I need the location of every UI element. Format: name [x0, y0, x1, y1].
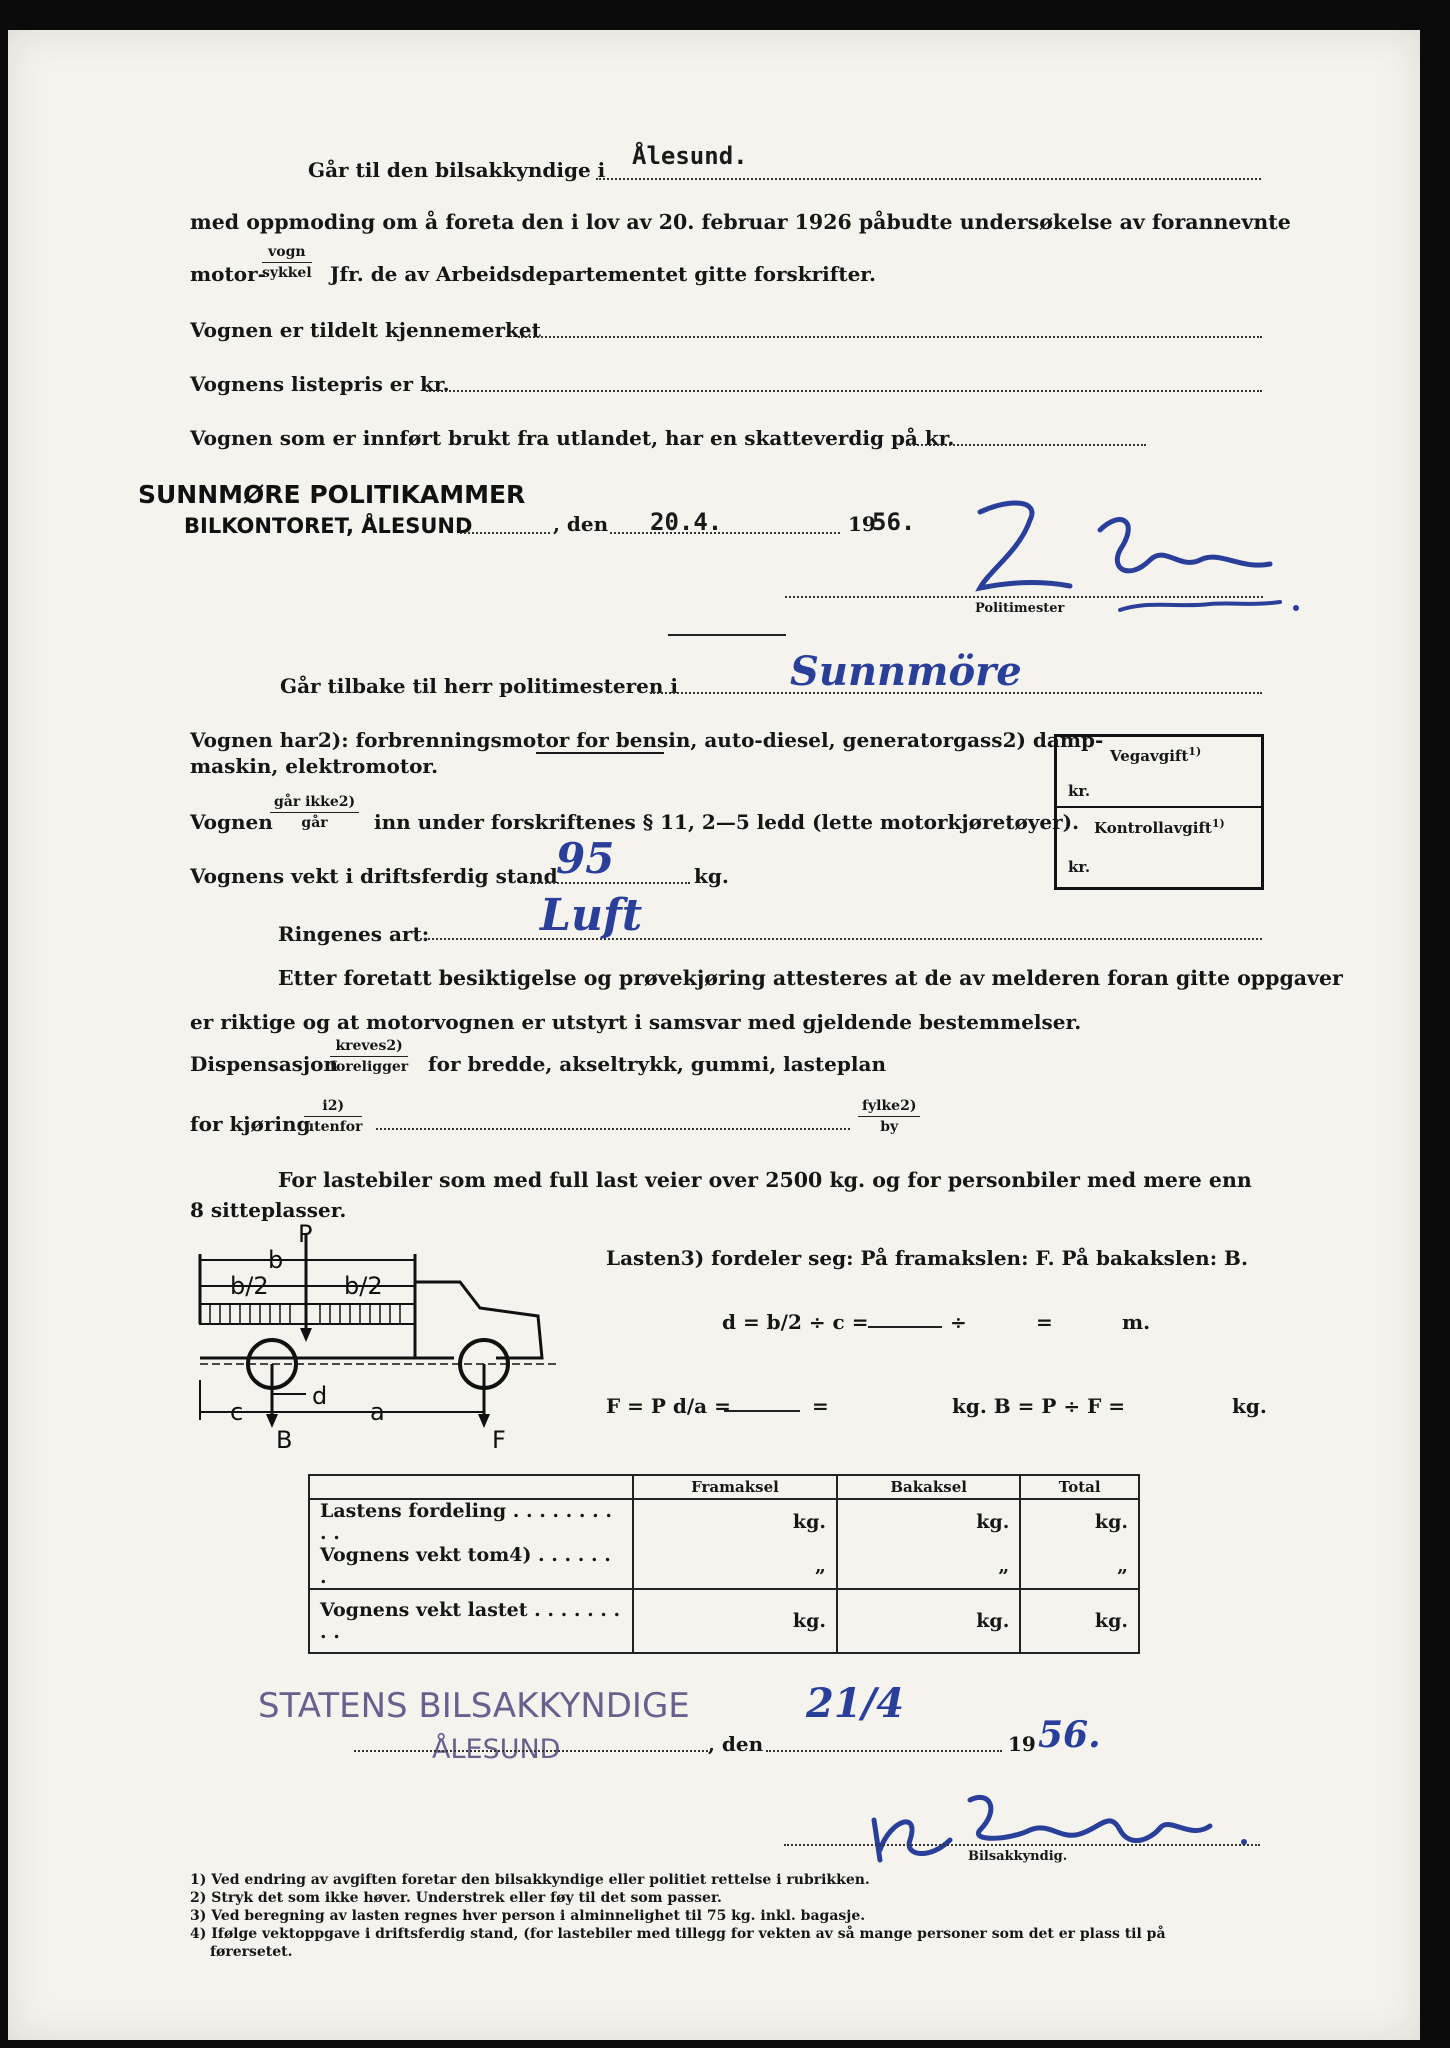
bilsakkyndig-year-prefix: 19 — [1008, 1732, 1036, 1756]
fylke-frac-bottom: by — [880, 1119, 899, 1135]
motor-fraction — [262, 244, 312, 281]
police-date: 20.4. — [650, 508, 723, 536]
cell-value: kg. — [837, 1499, 1020, 1544]
return-label: Går tilbake til herr politimesteren i — [280, 674, 678, 698]
disp-frac-top: kreves2) — [330, 1038, 408, 1057]
police-den-label: , den — [553, 512, 609, 536]
kjoring-fraction — [304, 1098, 362, 1135]
footnote — [210, 1944, 293, 1960]
cell-value: kg. — [1020, 1589, 1139, 1653]
footnote — [190, 1926, 1166, 1942]
footnote-number: 4) — [190, 1926, 207, 1942]
attest-line1: Etter foretatt besiktigelse og prøvekjøring attesteres at de av melderen foran gitte oppgaver — [278, 966, 1343, 990]
police-year-prefix: 19 — [848, 512, 876, 536]
return-value: Sunnmöre — [790, 648, 1022, 695]
cell-value: kg. — [1020, 1499, 1139, 1544]
police-year: 56. — [872, 508, 916, 536]
fee-box-divider — [1057, 806, 1261, 808]
fylke-fraction — [858, 1098, 920, 1135]
kg-unit: kg. — [1232, 1394, 1267, 1418]
motor-frac-top: vogn — [262, 244, 312, 263]
disp-frac-bottom: foreligger — [330, 1059, 409, 1075]
diagram-label-b: b — [268, 1246, 284, 1274]
gar-frac-bottom: går — [301, 815, 328, 831]
motor-line2: maskin, elektromotor. — [190, 754, 439, 778]
fylke-frac-top: fylke2) — [858, 1098, 920, 1117]
gar-fraction — [270, 794, 359, 831]
dotted-line — [784, 1844, 1260, 1846]
footnote — [190, 1908, 865, 1924]
kjennemerke-label: Vognen er tildelt kjennemerket — [190, 318, 541, 342]
disp-suffix: for bredde, akseltrykk, gummi, lasteplan — [428, 1052, 886, 1076]
bilsakkyndig-stamp-line1: STATENS BILSAKKYNDIGE — [258, 1686, 690, 1726]
footnote — [190, 1890, 722, 1906]
blank-line — [724, 1410, 800, 1412]
row-label: Lastens fordeling . . . . . . . . . . — [309, 1499, 633, 1544]
table-row — [309, 1499, 1139, 1544]
b-formula: kg. B = P ÷ F = — [952, 1394, 1125, 1418]
footnote-text: Ved beregning av lasten regnes hver person i alminnelighet til 75 kg. inkl. bagasje. — [211, 1908, 866, 1924]
vegavgift-label: Vegavgift$^{1)}$ — [1110, 745, 1202, 765]
table-header-framaksel: Framaksel — [633, 1475, 837, 1499]
police-stamp-line2: BILKONTORET, ÅLESUND — [184, 514, 473, 538]
kr-label: kr. — [1068, 782, 1091, 800]
cell-value: kg. — [633, 1499, 837, 1544]
footnote-text: førersetet. — [210, 1944, 293, 1960]
dotted-line — [906, 444, 1146, 446]
footnote-number: 3) — [190, 1908, 207, 1924]
vekt-value: 95 — [556, 834, 615, 883]
bilsakkyndig-stamp-line2: ÅLESUND — [432, 1734, 561, 1765]
line2-text: med oppmoding om å foreta den i lov av 20. februar 1926 påbudte undersøkelse av forannevnte — [190, 210, 1291, 234]
dotted-line — [785, 596, 1263, 598]
bilsakkyndig-signature — [860, 1780, 1260, 1880]
motor-line1: Vognen har2): forbrenningsmotor for bensin, auto-diesel, generatorgass2) damp- — [190, 728, 1104, 752]
bilsakkyndig-label: Bilsakkyndig. — [968, 1849, 1068, 1864]
gar-frac-top: går ikke2) — [270, 794, 359, 813]
footnote-text: Ifølge vektoppgave i driftsferdig stand, (for lastebiler med tillegg for vekten av så mange personer som det er plass til på — [211, 1926, 1166, 1942]
underline-mark — [536, 752, 664, 754]
city-value: Ålesund. — [632, 142, 748, 170]
dotted-line — [596, 178, 1261, 180]
table-row — [309, 1589, 1139, 1653]
row-label: Vognens vekt tom4) . . . . . . . — [309, 1544, 633, 1589]
diagram-label-F: F — [492, 1426, 506, 1448]
eq-sign-2: = — [812, 1394, 829, 1418]
table-header-total: Total — [1020, 1475, 1139, 1499]
vognen-label: Vognen — [190, 810, 273, 834]
dotted-line — [426, 390, 1262, 392]
cell-value: kg. — [837, 1589, 1020, 1653]
row-label: Vognens vekt lastet . . . . . . . . . — [309, 1589, 633, 1653]
diagram-label-d: d — [312, 1382, 328, 1410]
laste-line1: For lastebiler som med full last veier over 2500 kg. og for personbiler med mere enn — [278, 1168, 1252, 1192]
bilsakkyndig-den-label: , den — [708, 1732, 764, 1756]
kj-frac-bottom: utenfor — [304, 1119, 363, 1135]
ringenes-label: Ringenes art: — [278, 922, 430, 946]
disp-label: Dispensasjon — [190, 1052, 339, 1076]
politimester-label: Politimester — [975, 601, 1065, 616]
dotted-line — [354, 1750, 708, 1752]
line1-label: Går til den bilsakkyndige i — [308, 158, 606, 182]
lasten-text: Lasten3) fordeler seg: På framakslen: F. På bakakslen: B. — [606, 1246, 1248, 1270]
d-formula: d = b/2 ÷ c = — [722, 1310, 869, 1334]
vognen-suffix: inn under forskriftenes § 11, 2—5 ledd (lette motorkjøretøyer). — [374, 810, 1080, 834]
diagram-label-c: c — [230, 1398, 244, 1426]
table-row — [309, 1544, 1139, 1589]
footnote-text: Ved endring av avgiften foretar den bilsakkyndige eller politiet rettelse i rubrikken. — [211, 1872, 870, 1888]
cell-value: „ — [1020, 1544, 1139, 1589]
kjoring-label: for kjøring — [190, 1112, 311, 1136]
laste-line2: 8 sitteplasser. — [190, 1198, 347, 1222]
innfort-label: Vognen som er innført brukt fra utlandet, har en skatteverdig på kr. — [190, 426, 955, 450]
ringenes-value: Luft — [540, 890, 643, 941]
police-stamp-line1: SUNNMØRE POLITIKAMMER — [138, 480, 526, 509]
table-header-empty — [309, 1475, 633, 1499]
dotted-line — [766, 1750, 1002, 1752]
cell-value: „ — [837, 1544, 1020, 1589]
table-header-bakaksel: Bakaksel — [837, 1475, 1020, 1499]
diagram-label-a: a — [370, 1398, 385, 1426]
footnote-number: 2) — [190, 1890, 207, 1906]
dotted-line — [376, 1128, 850, 1130]
footnote — [190, 1872, 870, 1888]
vekt-unit: kg. — [694, 864, 729, 888]
kontrollavgift-label: Kontrollavgift$^{1)}$ — [1094, 817, 1225, 837]
listepris-label: Vognens listepris er kr. — [190, 372, 450, 396]
vegavgift-text: Vegavgift — [1110, 747, 1189, 765]
f-formula: F = P d/a = — [606, 1394, 731, 1418]
table-header-row — [309, 1475, 1139, 1499]
diagram-label-b2-left: b/2 — [230, 1272, 269, 1300]
footnote-text: Stryk det som ikke høver. Understrek eller føy til det som passer. — [211, 1890, 722, 1906]
diagram-label-P: P — [298, 1224, 313, 1248]
footnote-number: 1) — [190, 1872, 207, 1888]
motor-suffix: Jfr. de av Arbeidsdepartementet gitte forskrifter. — [330, 262, 876, 286]
m-unit: m. — [1122, 1310, 1151, 1334]
cell-value: kg. — [633, 1589, 837, 1653]
divider — [668, 634, 786, 636]
motor-prefix: motor- — [190, 262, 266, 286]
diagram-label-b2-right: b/2 — [344, 1272, 383, 1300]
bilsakkyndig-year: 56. — [1038, 1714, 1101, 1756]
attest-line2: er riktige og at motorvognen er utstyrt i samsvar med gjeldende bestemmelser. — [190, 1010, 1082, 1034]
dotted-line — [518, 336, 1262, 338]
dotted-line — [460, 532, 550, 534]
div-sign: ÷ — [950, 1310, 967, 1334]
eq-sign: = — [1036, 1310, 1053, 1334]
dotted-line — [610, 532, 840, 534]
kontrollavgift-text: Kontrollavgift — [1094, 819, 1212, 837]
cell-value: „ — [633, 1544, 837, 1589]
motor-frac-bottom: sykkel — [262, 265, 312, 281]
vekt-label: Vognens vekt i driftsferdig stand — [190, 864, 558, 888]
axle-load-diagram — [190, 1224, 570, 1448]
disp-fraction — [330, 1038, 408, 1075]
blank-line — [868, 1326, 942, 1328]
load-table — [308, 1474, 1140, 1654]
diagram-label-B: B — [276, 1426, 293, 1448]
bilsakkyndig-date: 21/4 — [806, 1680, 905, 1727]
kj-frac-top: i2) — [304, 1098, 362, 1117]
kr-label: kr. — [1068, 858, 1091, 876]
